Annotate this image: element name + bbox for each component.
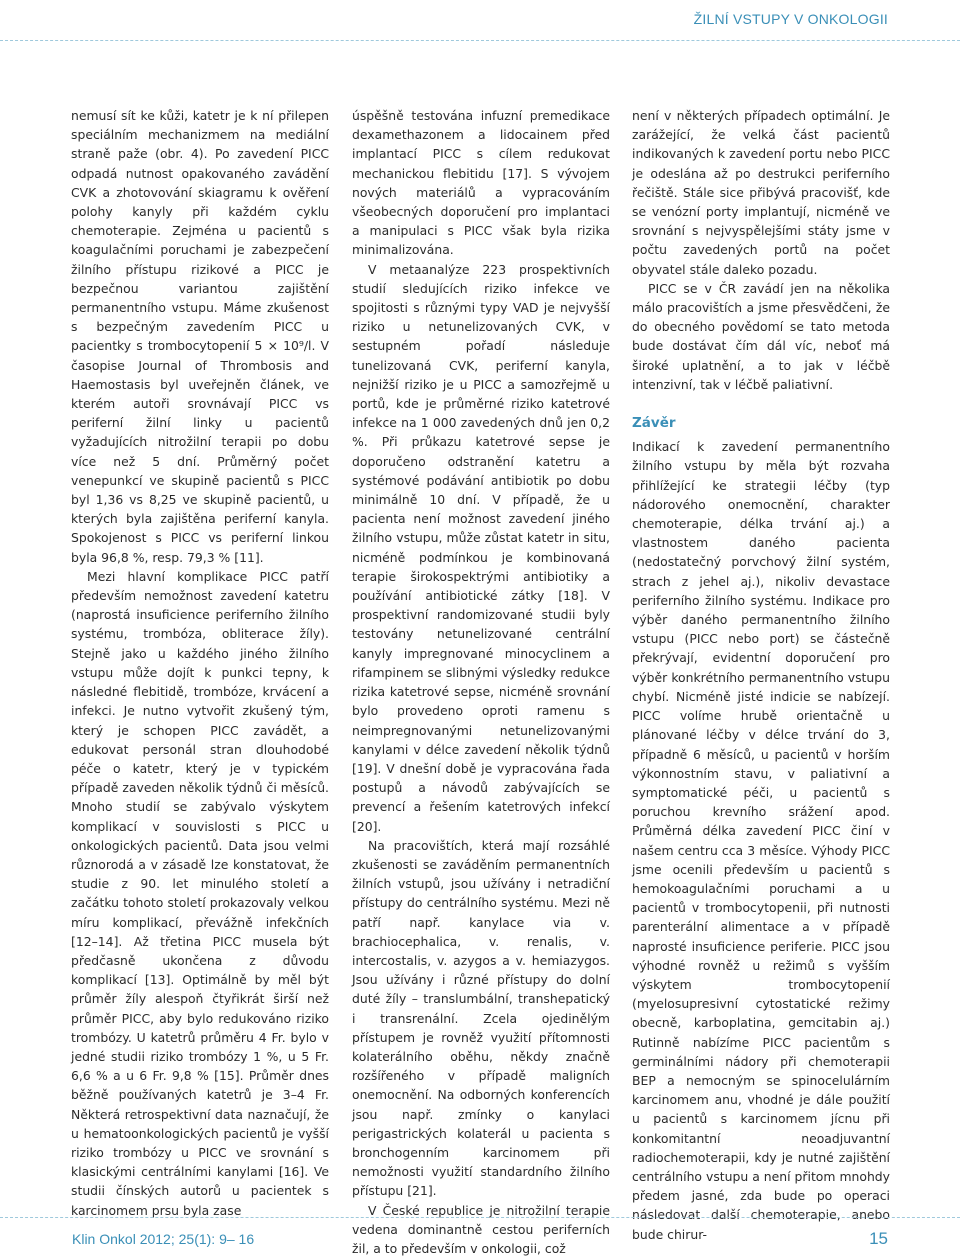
paragraph: Na pracovištích, která mají rozsáhlé zkušenosti se zaváděním permanentních žilních vstupů, jsou užívány i netradiční přístupy do centrálního systému. Mezi ně patří např. kanylace via v. brachiocephalica, v. renalis, v. intercostalis, v. azygos a v. hemiazygos. Jsou užívány i různé přístupy do dolní duté žíly – translumbální, transhepatický i transrenální. Zcela ojedinělým přístupem je rovněž využití přítomnosti kolaterálního oběhu, někdy značně rozšířeného v případě maligních onemocnění. Na odborných konferencích jsou např. zmínky o kanylaci perigastrických kolaterál u pacienta s bronchogenním karcinomem při nemožnosti využití standardního žilního přístupu [21]. bbox=[352, 837, 610, 1199]
section-heading-conclusion: Závěr bbox=[632, 415, 676, 432]
paragraph: V České republice je nitrožilní terapie vedena dominantně cestou periferních žil, a to především v onkologii, což bbox=[352, 1202, 610, 1256]
header-divider bbox=[0, 40, 960, 41]
paragraph: PICC se v ČR zavádí jen na několika málo pracovištích a jsme přesvědčeni, že do obecného povědomí se tato metoda bude dostávat čím dál víc, neboť má široké uplatnění, a to jak v léčbě intenzivní, tak v léčbě paliativní. bbox=[632, 280, 890, 392]
journal-citation: Klin Onkol 2012; 25(1): 9– 16 bbox=[72, 1231, 255, 1247]
page-number: 15 bbox=[869, 1229, 888, 1248]
paragraph: Mezi hlavní komplikace PICC patří především nemožnost zavedení katetru (naprostá insuficience periferního žilního systému, trombóza, obliterace žíly). Stejně jako u každého jiného žilního vstupu může dojít k punkci tepny, k následné flebitidě, trombóze, krvácení a infekci. Je nutno vytvořit zkušený tým, který je schopen PICC zavádět, a edukovat personál stran dlouhodobé péče o katetr, který je v typickém případě zaveden několik týdnů či měsíců. Mnoho studií se zabývalo výskytem komplikací v souvislosti s PICC u onkologických pacientů. Data jsou velmi různorodá a v zásadě lze konstatovat, že studie z 90. let minulého století a začátku tohoto století prokazovaly velkou míru komplikací, převážně infekčních [12–14]. Až třetina PICC musela být předčasně ukončena z důvodu komplikací [13]. Optimálně by měl být průměr žíly alespoň čtyřikrát širší než průměr PICC, aby bylo redukováno riziko trombózy. U katetrů průměru 4 Fr. bylo v jedné studii riziko trombózy 1 %, u 5 Fr. 6,6 % a u 6 Fr. 9,8 % [15]. Průměr dnes běžně používaných katetrů je 3–4 Fr. Některá retrospektivní data naznačují, že u hematoonkologických pacientů je vyšší riziko trombózy u PICC ve srovnání s klasickými centrálními kanylami [16]. Ve studii čínských autorů u pacientek s karcinomem prsu byla zase bbox=[71, 568, 329, 1218]
footer-divider bbox=[0, 1217, 960, 1218]
paragraph: nemusí sít ke kůži, katetr je k ní přilepen speciálním mechanizmem na mediální straně paže (obr. 4). Po zavedení PICC odpadá nutnost opakovaného zavádění CVK a zhotovování skiagramu k ověření polohy kanyly při každém cyklu chemoterapie. Zejména u pacientů s koagulačními poruchami je zabezpečení žilního přístupu rizikové a PICC je bezpečnou variantou zajištění permanentního vstupu. Máme zkušenost s bezpečným zavedením PICC u pacientky s trombocytopenií 5 × 10⁹/l. V časopise Journal of Thrombosis and Haemostasis byl uveřejněn článek, ve kterém autoři srovnávají PICC vs periferní žilní linky u pacientů vyžadujících nitrožilní terapii po dobu více než 5 dní. Průměrný počet venepunkcí ve skupině pacientů s PICC byl 1,36 vs 8,25 ve skupině pacientů, u kterých byla zajištěna periferní kanyla. Spokojenost s PICC vs periferní linkou byla 96,8 %, resp. 79,3 % [11]. bbox=[71, 108, 329, 565]
text-column-2 bbox=[352, 106, 610, 1258]
running-header-title: ŽILNÍ VSTUPY V ONKOLOGII bbox=[693, 11, 888, 27]
text-column-3 bbox=[632, 106, 890, 1244]
paragraph: V metaanalýze 223 prospektivních studií sledujících riziko infekce ve spojitosti s různými typy VAD je nejvyšší riziko u netunelizovaných CVK, v sestupném pořadí následuje tunelizovaná CVK, periferní kanyla, nejnižší riziko je u PICC a samozřejmě u portů, kde je průměrné riziko katetrové infekce na 1 000 zavedených dnů jen 0,2 %. Při průkazu katetrové sepse je doporučeno odstranění katetru a systémové podávání antibiotik po dobu minimálně 10 dní. V případě, že u pacienta není možnost zavedení jiného žilního vstupu, může zůstat katetr in situ, nicméně podmínkou je kombinovaná terapie širokospektrými antibiotiky a používání antibiotické zátky [18]. V prospektivní randomizované studii byly testovány netunelizované centrální kanyly impregnované minocyclinem a rifampinem se slibnými výsledky redukce rizika katetrové sepse, nicméně srovnání bylo provedeno oproti ramenu s neimpregnovanými netunelizovanými kanylami v délce zavedení několik týdnů [19]. V dnešní době je vypracována řada postupů a návodů zabývajících se prevencí a řešením katetrových infekcí [20]. bbox=[352, 261, 610, 834]
paragraph: Indikací k zavedení permanentního žilního vstupu by měla být rozvaha přihlížející ke strategii léčby (typ nádorového onemocnění, charakter chemoterapie, délka trvání aj.) a vlastnostem daného pacienta (nedostatečný porvchový žilní systém, strach z jehel aj.), nikoliv devastace periferního žilního systému. Indikace pro výběr daného permanentního žilního vstupu (PICC nebo port) se částečně překrývají, evidentní doporučení pro výběr konkrétního permanentního vstupu chybí. Nicméně jisté indicie se nabízejí. PICC volíme hrubě orientačně u plánované léčby v délce trvání do 3, případně 6 měsíců, u pacientů v horším výkonnostním stavu, v paliativní a symptomatické péči, u pacientů s poruchou krevního srážení apod. Průměrná délka zavedení PICC činí v našem centru cca 3 měsíce. Výhody PICC jsme ocenili především u pacientů s hemokoagulačními poruchami a u pacientů v trombocytopenii, při nutnosti parenterální alimentace a v případě naprosté insuficience periferie. PICC jsou výhodné rovněž u režimů s vyšším výskytem trombocytopenií (myelosupresivní cytostatické režimy obecně, karboplatina, gemcitabin aj.) Rutinně nabízíme PICC pacientům s germinálními nádory při chemoterapii BEP a nemocným se spinocelulárním karcinomem anu, vhodné je dále použití u pacientů s karcinomem jícnu při konkomitantní neoadjuvantní radiochemoterapii, kdy je nutné zajištění centrálního vstupu a není přitom mnohdy předem jasné, zda bude po operaci následovat další chemoterapie, anebo bude chirur- bbox=[632, 439, 890, 1242]
text-column-1 bbox=[71, 106, 329, 1220]
paragraph: úspěšně testována infuzní premedikace dexamethazonem a lidocainem před implantací PICC s cílem redukovat mechanickou flebitidu [17]. S vývojem nových materiálů a vypracováním všeobecných doporučení pro implantaci a manipulaci s PICC však byla rizika minimalizována. bbox=[352, 108, 610, 258]
paragraph: není v některých případech optimální. Je zarážející, že velká část pacientů indikovaných k zavedení portu nebo PICC je odeslána až po destrukci periferního řečiště. Stále sice přibývá pracovišť, kde se venózní porty implantují, nicméně ve srovnání s nejvyspělejšími státy jsme v počtu zavedených portů na počet obyvatel stále daleko pozadu. bbox=[632, 108, 890, 277]
